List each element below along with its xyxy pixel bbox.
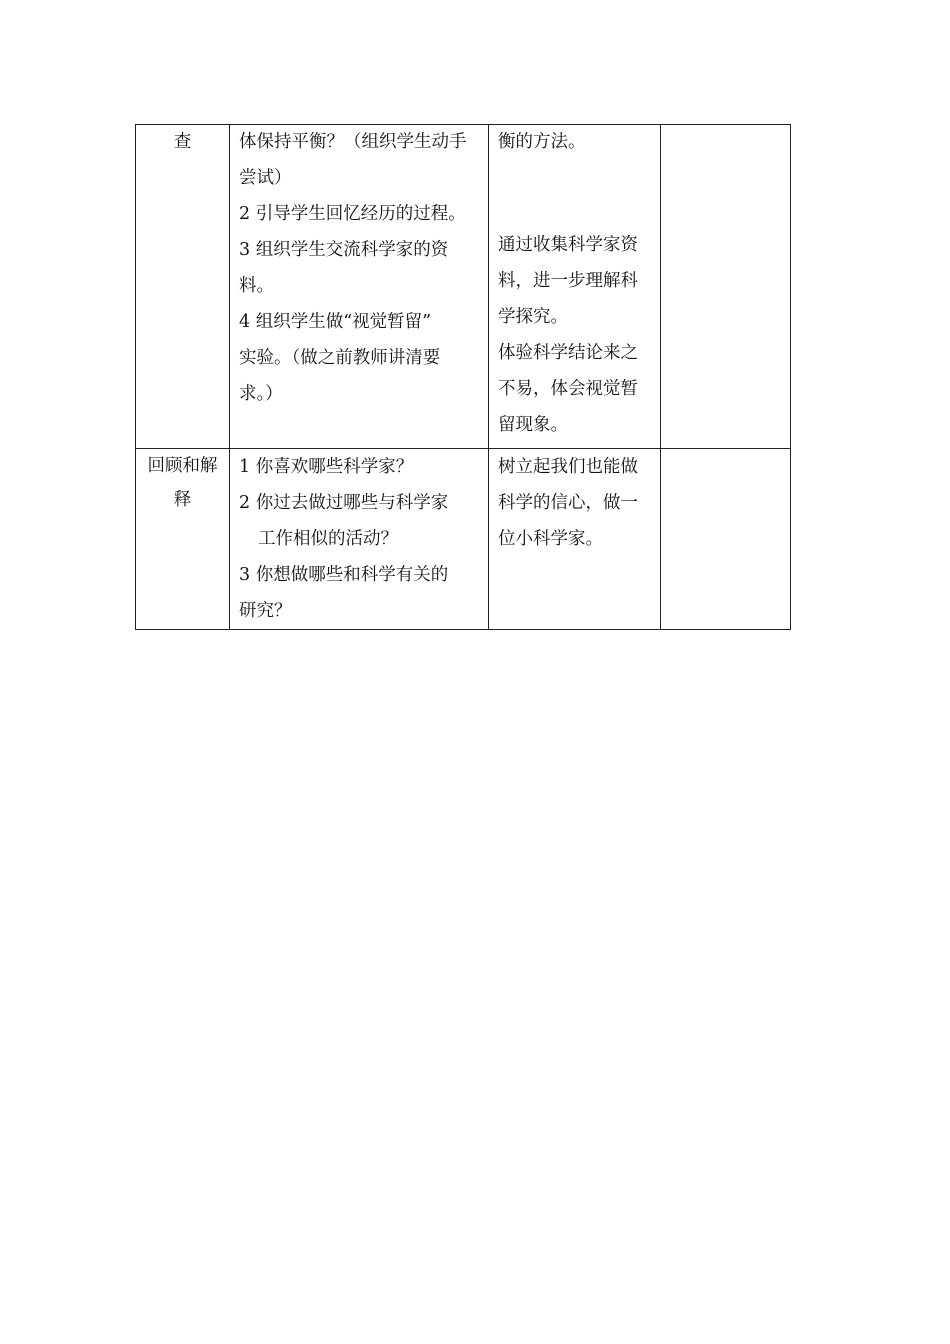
- activity-line: 3 组织学生交流科学家的资: [239, 240, 449, 260]
- purpose-cell: [489, 449, 661, 630]
- purpose-gap: [498, 160, 654, 227]
- stage-label: 释: [173, 490, 192, 510]
- activity-line: 尝试）: [239, 168, 292, 188]
- purpose-line: 体验科学结论来之: [498, 343, 638, 363]
- activity-line: 1 你喜欢哪些科学家？: [239, 457, 414, 477]
- activities-cell: [230, 125, 489, 449]
- activity-line: 料。: [239, 276, 274, 296]
- stage-cell: [136, 449, 230, 630]
- purpose-line: 衡的方法。: [498, 132, 586, 152]
- purpose-line: 留现象。: [498, 415, 568, 435]
- purpose-line: 树立起我们也能做: [498, 457, 638, 477]
- activity-line: 2 你过去做过哪些与科学家: [239, 493, 449, 513]
- stage-label: 查: [173, 132, 192, 152]
- activity-line: 实验。（做之前教师讲清要: [239, 348, 441, 368]
- stage-cell: [136, 125, 230, 449]
- purpose-line: 不易，体会视觉暂: [498, 379, 638, 399]
- purpose-line: 料，进一步理解科: [498, 271, 638, 291]
- activity-line: 体保持平衡？（组织学生动手: [239, 132, 467, 152]
- activity-line: 2 引导学生回忆经历的过程。: [239, 204, 466, 224]
- activity-line: 工作相似的活动？: [258, 529, 398, 549]
- notes-cell: [661, 449, 791, 630]
- stage-label: 回顾和解: [147, 456, 218, 476]
- purpose-line: 科学的信心，做一: [498, 493, 638, 513]
- activity-line: 3 你想做哪些和科学有关的: [239, 565, 449, 585]
- purpose-line: 学探究。: [498, 307, 568, 327]
- purpose-cell: [489, 125, 661, 449]
- table-row: [136, 125, 791, 449]
- lesson-plan-table: [135, 124, 791, 630]
- table-row: [136, 449, 791, 630]
- activity-line: 求。）: [239, 384, 283, 404]
- activity-line: 4 组织学生做“视觉暂留”: [239, 312, 432, 332]
- purpose-line: 通过收集科学家资: [498, 235, 638, 255]
- purpose-line: 位小科学家。: [498, 529, 603, 549]
- notes-cell: [661, 125, 791, 449]
- activities-cell: [230, 449, 489, 630]
- activity-line: 研究？: [239, 601, 292, 621]
